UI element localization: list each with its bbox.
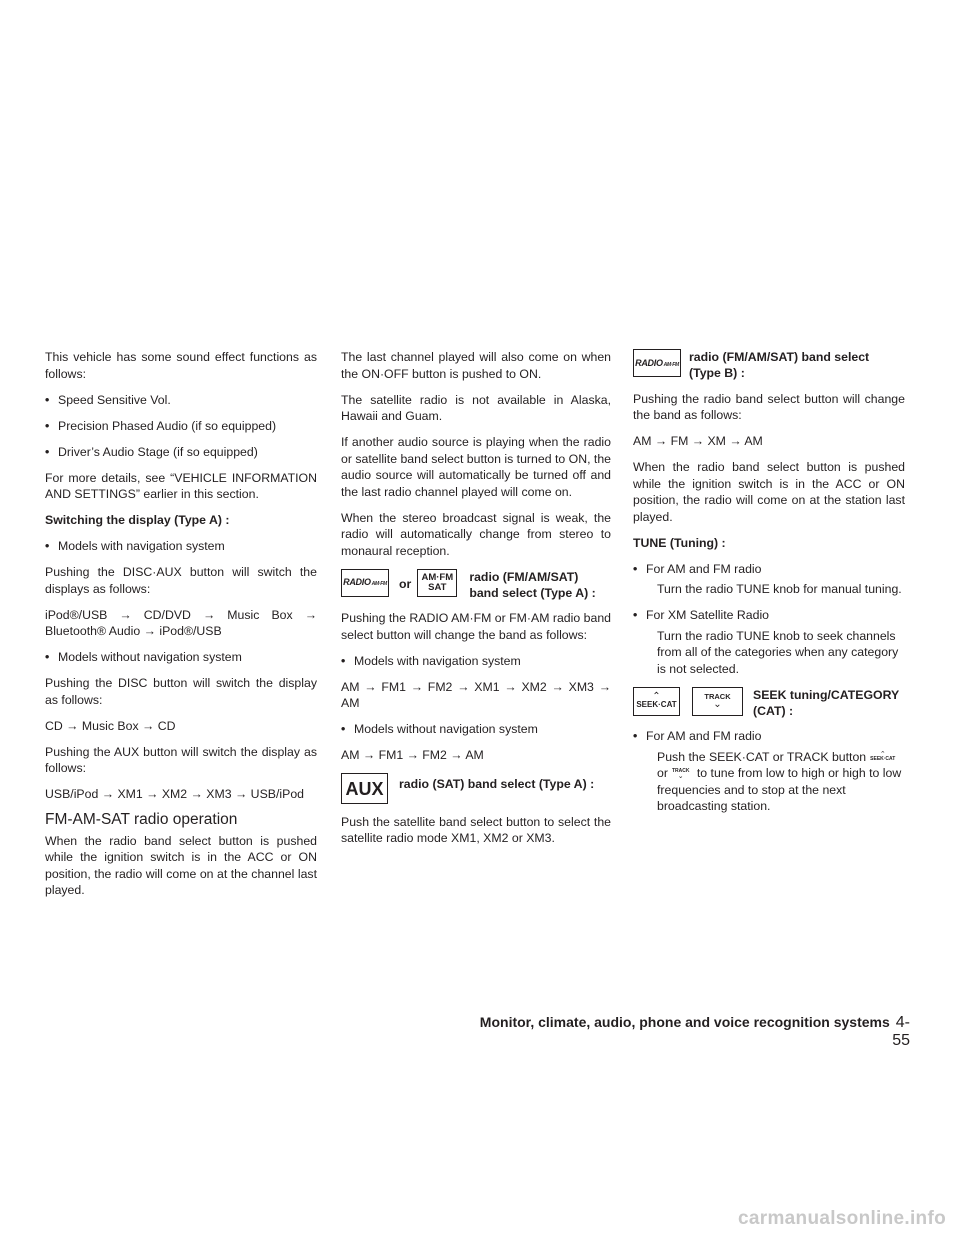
list-item: • For XM Satellite Radio [633,608,770,622]
radio-button-type-b-row [633,349,905,381]
aux-label: radio (SAT) band select (Type A) : [399,777,595,791]
radio-type-a-label: radio (FM/AM/SAT) band select (Type A) : [469,569,596,600]
column-left [45,349,317,908]
or-label: or [399,576,412,591]
list-item: • For AM and FM radio [633,561,762,576]
list-item: • Models without navigation system [341,722,538,736]
nonav-sequence: AM → FM1 → FM2 → AM [341,748,484,762]
section-title: FM-AM-SAT radio operation [45,811,238,828]
page-number: 4-55 [892,1014,910,1049]
nav-text: Pushing the DISC·AUX button will switch the displays as follows: [45,565,317,596]
disc-text: Pushing the DISC button will switch the display as follows: [45,676,317,707]
seek-button-row [633,687,905,719]
paragraph: When the stereo broadcast signal is weak, the radio will automatically change from stereo to monaural reception. [341,510,611,558]
radio-button-icon: RADIOAM·FM [341,569,389,597]
track-button-icon: TRACK ⌄ [692,687,743,716]
intro-text: This vehicle has some sound effect functions as follows: [45,350,317,381]
radio-type-b-label: radio (FM/AM/SAT) band select (Type B) : [689,350,870,380]
list-item: • For AM and FM radio [633,729,762,743]
aux-text: Push the satellite band select button to select the satellite radio mode XM1, XM2 or XM3. [341,814,611,845]
footer-title: Monitor, climate, audio, phone and voice recognition systems [479,1014,890,1030]
seek-label: SEEK tuning/CATEGORY (CAT) : [753,687,899,718]
section-text: When the radio band select button is pushed while the ignition switch is in the ACC or ON position, the radio will come on at the channel last played. [45,833,317,897]
track-inline-icon: TRACK ⌄ [671,767,690,780]
paragraph: The satellite radio is not available in Alaska, Hawaii and Guam. [341,392,611,423]
radio-type-a-text: Pushing the RADIO AM·FM or FM·AM radio band select button will change the band as follows: [341,611,611,642]
list-item: • Models with navigation system [341,653,521,668]
list-item: • Precision Phased Audio (if so equipped) [45,418,277,433]
radio-type-b-text: Pushing the radio band select button will change the band as follows: [633,391,905,422]
aux-button-icon: AUX [341,773,388,804]
list-item: • Speed Sensitive Vol. [45,392,171,407]
list-item: • Models with navigation system [45,539,225,553]
amfm-tune-text: Turn the radio TUNE knob for manual tuning. [657,582,902,596]
radio-button-icon: RADIOAM·FM [633,349,681,377]
seek-text: Push the SEEK·CAT or TRACK button ⌃ SEEK·CAT or TRACK ⌄ to tune from low to high or high to low frequencies and to stop at the next broadcasting station. [657,749,902,813]
disc-sequence: CD → Music Box → CD [45,718,176,733]
column-middle [341,349,611,856]
page-footer [470,1014,910,1050]
radio-button-type-a-row [341,569,611,601]
aux-text: Pushing the AUX button will switch the display as follows: [45,744,317,775]
am-fm-sat-button-icon: AM·FM SAT [417,569,457,597]
xm-tune-text: Turn the radio TUNE knob to seek channels from all of the categories when any category is not selected. [657,628,899,676]
paragraph: The last channel played will also come on when the ON·OFF button is pushed to ON. [341,350,611,381]
seek-cat-inline-icon: ⌃ SEEK·CAT [870,751,896,763]
list-item: • Driver’s Audio Stage (if so equipped) [45,444,258,459]
radio-type-b-sequence: AM → FM → XM → AM [633,434,763,448]
tune-heading: TUNE (Tuning) : [633,535,726,550]
watermark: carmanualsonline.info [738,1208,946,1229]
nav-sequence: iPod®/USB → CD/DVD → Music Box → Bluetooth® Audio → iPod®/USB [45,607,317,638]
switch-heading: Switching the display (Type A) : [45,513,230,527]
aux-sequence: USB/iPod → XM1 → XM2 → XM3 → USB/iPod [45,787,304,801]
details-text: For more details, see “VEHICLE INFORMATION AND SETTINGS” earlier in this section. [45,470,317,501]
aux-button-row [341,773,611,804]
nav-sequence: AM → FM1 → FM2 → XM1 → XM2 → XM3 → AM [341,679,611,710]
column-right [633,349,905,824]
paragraph: If another audio source is playing when the radio or satellite band select button is turned to ON, the audio source will automatically be turned off and the last radio channel played will come on. [341,435,612,499]
seek-cat-button-icon: ⌃ SEEK·CAT [633,687,680,716]
list-item: • Models without navigation system [45,650,242,664]
ignition-text: When the radio band select button is pushed while the ignition switch is in the ACC or ON position, the radio will come on at the station last played. [633,460,905,524]
